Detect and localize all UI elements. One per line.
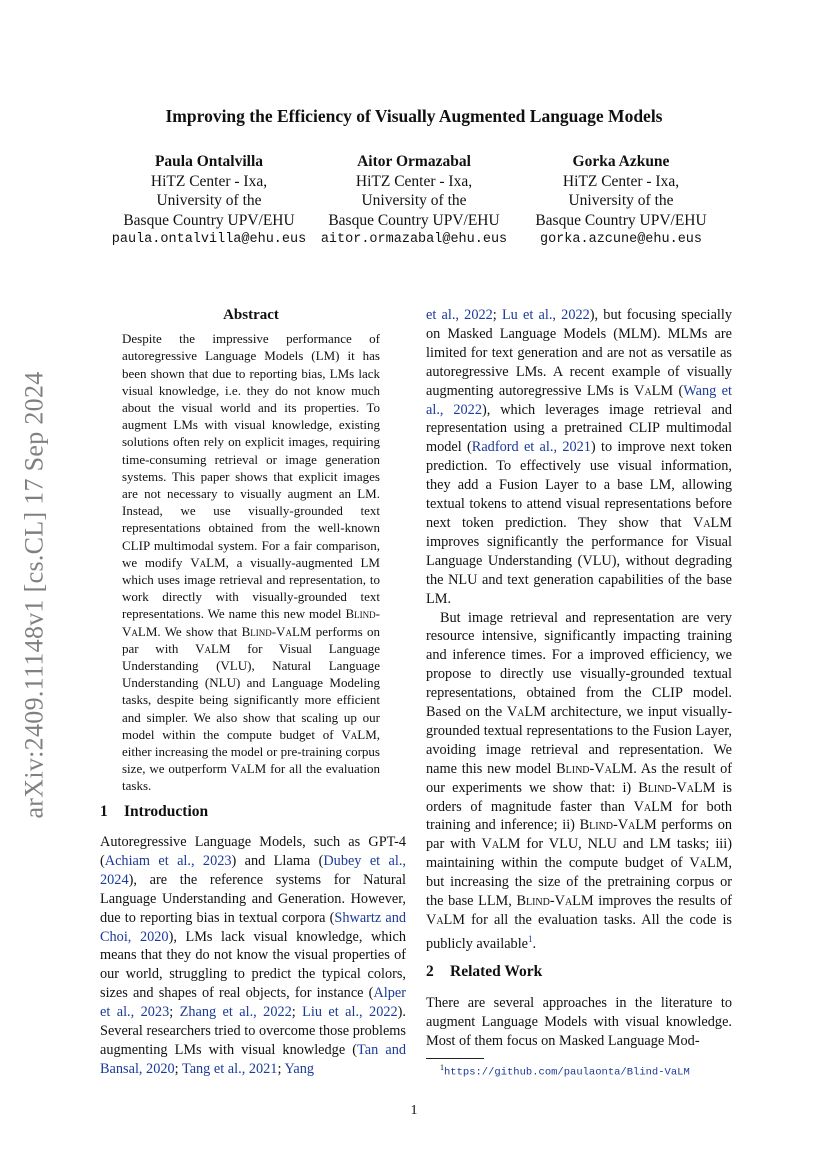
footnote xyxy=(440,1063,690,1079)
citation-link[interactable]: Liu et al., 2022 xyxy=(302,1004,398,1021)
citation-link[interactable]: Tang et al., 2021 xyxy=(181,1060,278,1077)
intro-paragraph-2: But image retrieval and representation are very resource intensive, significantly impacting training and inference times. For a improved efficiency, we propose to directly use visually-grounded textual representations, obtained from the CLIP model. Based on the VaLM architecture, we input visually-grounded textual representations to the Fusion Layer, avoiding image retrieval and representation. We name this new model Blind-VaLM. As the result of our experiments we show that: i) Blind-VaLM is orders of magnitude faster than VaLM for both training and inference; ii) Blind-VaLM performs on par with VaLM for VLU, NLU and LM tasks; iii) maintaining within the compute budget of VaLM, but increasing the size of the pretraining corpus or the base LLM, Blind-VaLM improves the results of VaLM for all the evaluation tasks. All the code is publicly available$^1$. xyxy=(426,609,732,952)
author-affiliation: Basque Country UPV/EHU xyxy=(535,211,707,229)
author-name: Aitor Ormazabal xyxy=(357,153,471,170)
citation-link[interactable]: Alper et al., 2023 xyxy=(100,985,406,1021)
section-heading-introduction: 1 Introduction xyxy=(100,803,209,820)
intro-paragraph-1-cont: et al., 2022; Lu et al., 2022), but focusing specially on Masked Language Models (MLM). MLMs are limited for text generation and are not as versatile as autoregressive LMs. A recent example of visually augmenting autoregressive LMs is VaLM (Wang et al., 2022), which leverages image retrieval and representation using a pretrained CLIP multimodal model (Radford et al., 2021) to improve next token prediction. To effectively use visual information, they add a Fusion Layer to a base LM, allowing textual tokens to attend visual representations before next token prediction. They show that VaLM improves significantly the performance for Visual Language Understanding (VLU), without degrading the NLU and text generation capabilities of the base LM. xyxy=(426,307,733,607)
author-email[interactable]: aitor.ormazabal@ehu.eus xyxy=(320,232,508,247)
author-name: Paula Ontalvilla xyxy=(154,153,264,170)
author-name: Gorka Azkune xyxy=(572,153,670,170)
citation-link[interactable]: et al., 2022 xyxy=(426,307,493,323)
abstract xyxy=(122,307,380,795)
arxiv-id: arXiv:2409.11148v1 [cs.CL] 17 Sep 2024 xyxy=(20,371,49,819)
citation-link[interactable]: Achiam et al., 2023 xyxy=(104,852,232,869)
related-work-text xyxy=(426,994,732,1051)
author-email[interactable]: gorka.azcune@ehu.eus xyxy=(539,232,703,247)
citation-link[interactable]: Shwartz and Choi, 2020 xyxy=(100,909,406,945)
footnote-mark[interactable]: 1 xyxy=(528,933,533,944)
intro-paragraph-1: Autoregressive Language Models, such as GPT-4 (Achiam et al., 2023) and Llama (Dubey et al., 2024), are the reference systems for Natural Language Understanding and Generation. However, due to reporting bias in textual corpora (Shwartz and Choi, 2020), LMs lack visual knowledge, which means that they do not know the visual properties of our world, struggling to predict the typical colors, sizes and shapes of real objects, for instance (Alper et al., 2023; Zhang et al., 2022; Liu et al., 2022). Several researchers tried to overcome those problems augmenting LMs with visual knowledge (Tan and Bansal, 2020; Tang et al., 2021; Yang xyxy=(100,834,406,1077)
citation-link[interactable]: Lu et al., 2022 xyxy=(501,307,590,323)
author-affiliation: University of the xyxy=(568,192,674,209)
author-1 xyxy=(104,152,314,250)
citation-link[interactable]: Zhang et al., 2022 xyxy=(179,1004,292,1021)
citation-link[interactable]: Wang et al., 2022 xyxy=(426,382,732,418)
intro-column-right xyxy=(426,306,732,954)
related-paragraph: There are several approaches in the literature to augment Language Models with visual knowledge. Most of them focus on Masked Language Mod- xyxy=(426,995,732,1049)
section-heading-related-work: 2 Related Work xyxy=(426,963,543,980)
abstract-heading: Abstract xyxy=(223,307,279,323)
author-affiliation: Basque Country UPV/EHU xyxy=(328,211,500,229)
abstract-text: Despite the impressive performance of autoregressive Language Models (LM) it has been shown that due to reporting bias, LMs lack visual knowledge, i.e. they do not know much about the visual world and its properties. To augment LMs with visual knowledge, existing solutions often rely on explicit images, requiring time-consuming retrieval or image generation systems. This paper shows that explicit images are not necessary to visually augment an LM. Instead, we use visually-grounded text representations obtained from the well-known CLIP multimodal system. For a fair comparison, we modify VaLM, a visually-augmented LM which uses image retrieval and representation, to work directly with visually-grounded text representations. We name this new model Blind-VaLM. We show that Blind-VaLM performs on par with VaLM for Visual Language Understanding (VLU), Natural Language Understanding (NLU) and Language Modeling tasks, despite being significantly more efficient and simpler. We also show that scaling up our model within the compute budget of VaLM, either increasing the model or pre-training corpus size, we outperform VaLM for all the evaluation tasks. xyxy=(122,331,380,794)
citation-link[interactable]: Tan and Bansal, 2020 xyxy=(100,1041,406,1077)
paper-title: Improving the Efficiency of Visually Augmented Language Models xyxy=(165,106,663,126)
author-affiliation: HiTZ Center - Ixa, xyxy=(355,172,473,190)
author-2 xyxy=(309,152,519,250)
author-affiliation: HiTZ Center - Ixa, xyxy=(150,172,268,190)
author-affiliation: Basque Country UPV/EHU xyxy=(123,211,295,229)
citation-link[interactable]: Dubey et al., 2024 xyxy=(100,852,406,888)
arxiv-stamp xyxy=(20,340,50,850)
page-number: 1 xyxy=(410,1103,418,1118)
author-affiliation: University of the xyxy=(156,192,262,209)
citation-link[interactable]: Yang xyxy=(284,1060,315,1077)
author-affiliation: University of the xyxy=(361,192,467,209)
footnote-url[interactable]: https://github.com/paulaonta/Blind-VaLM xyxy=(444,1066,690,1079)
footnote-divider xyxy=(426,1058,484,1059)
citation-link[interactable]: Radford et al., 2021 xyxy=(471,439,591,456)
footnote-number: 1 xyxy=(440,1063,444,1072)
author-affiliation: HiTZ Center - Ixa, xyxy=(562,172,680,190)
author-3 xyxy=(516,152,726,250)
author-email[interactable]: paula.ontalvilla@ehu.eus xyxy=(111,232,307,247)
intro-column-left xyxy=(100,833,406,1079)
